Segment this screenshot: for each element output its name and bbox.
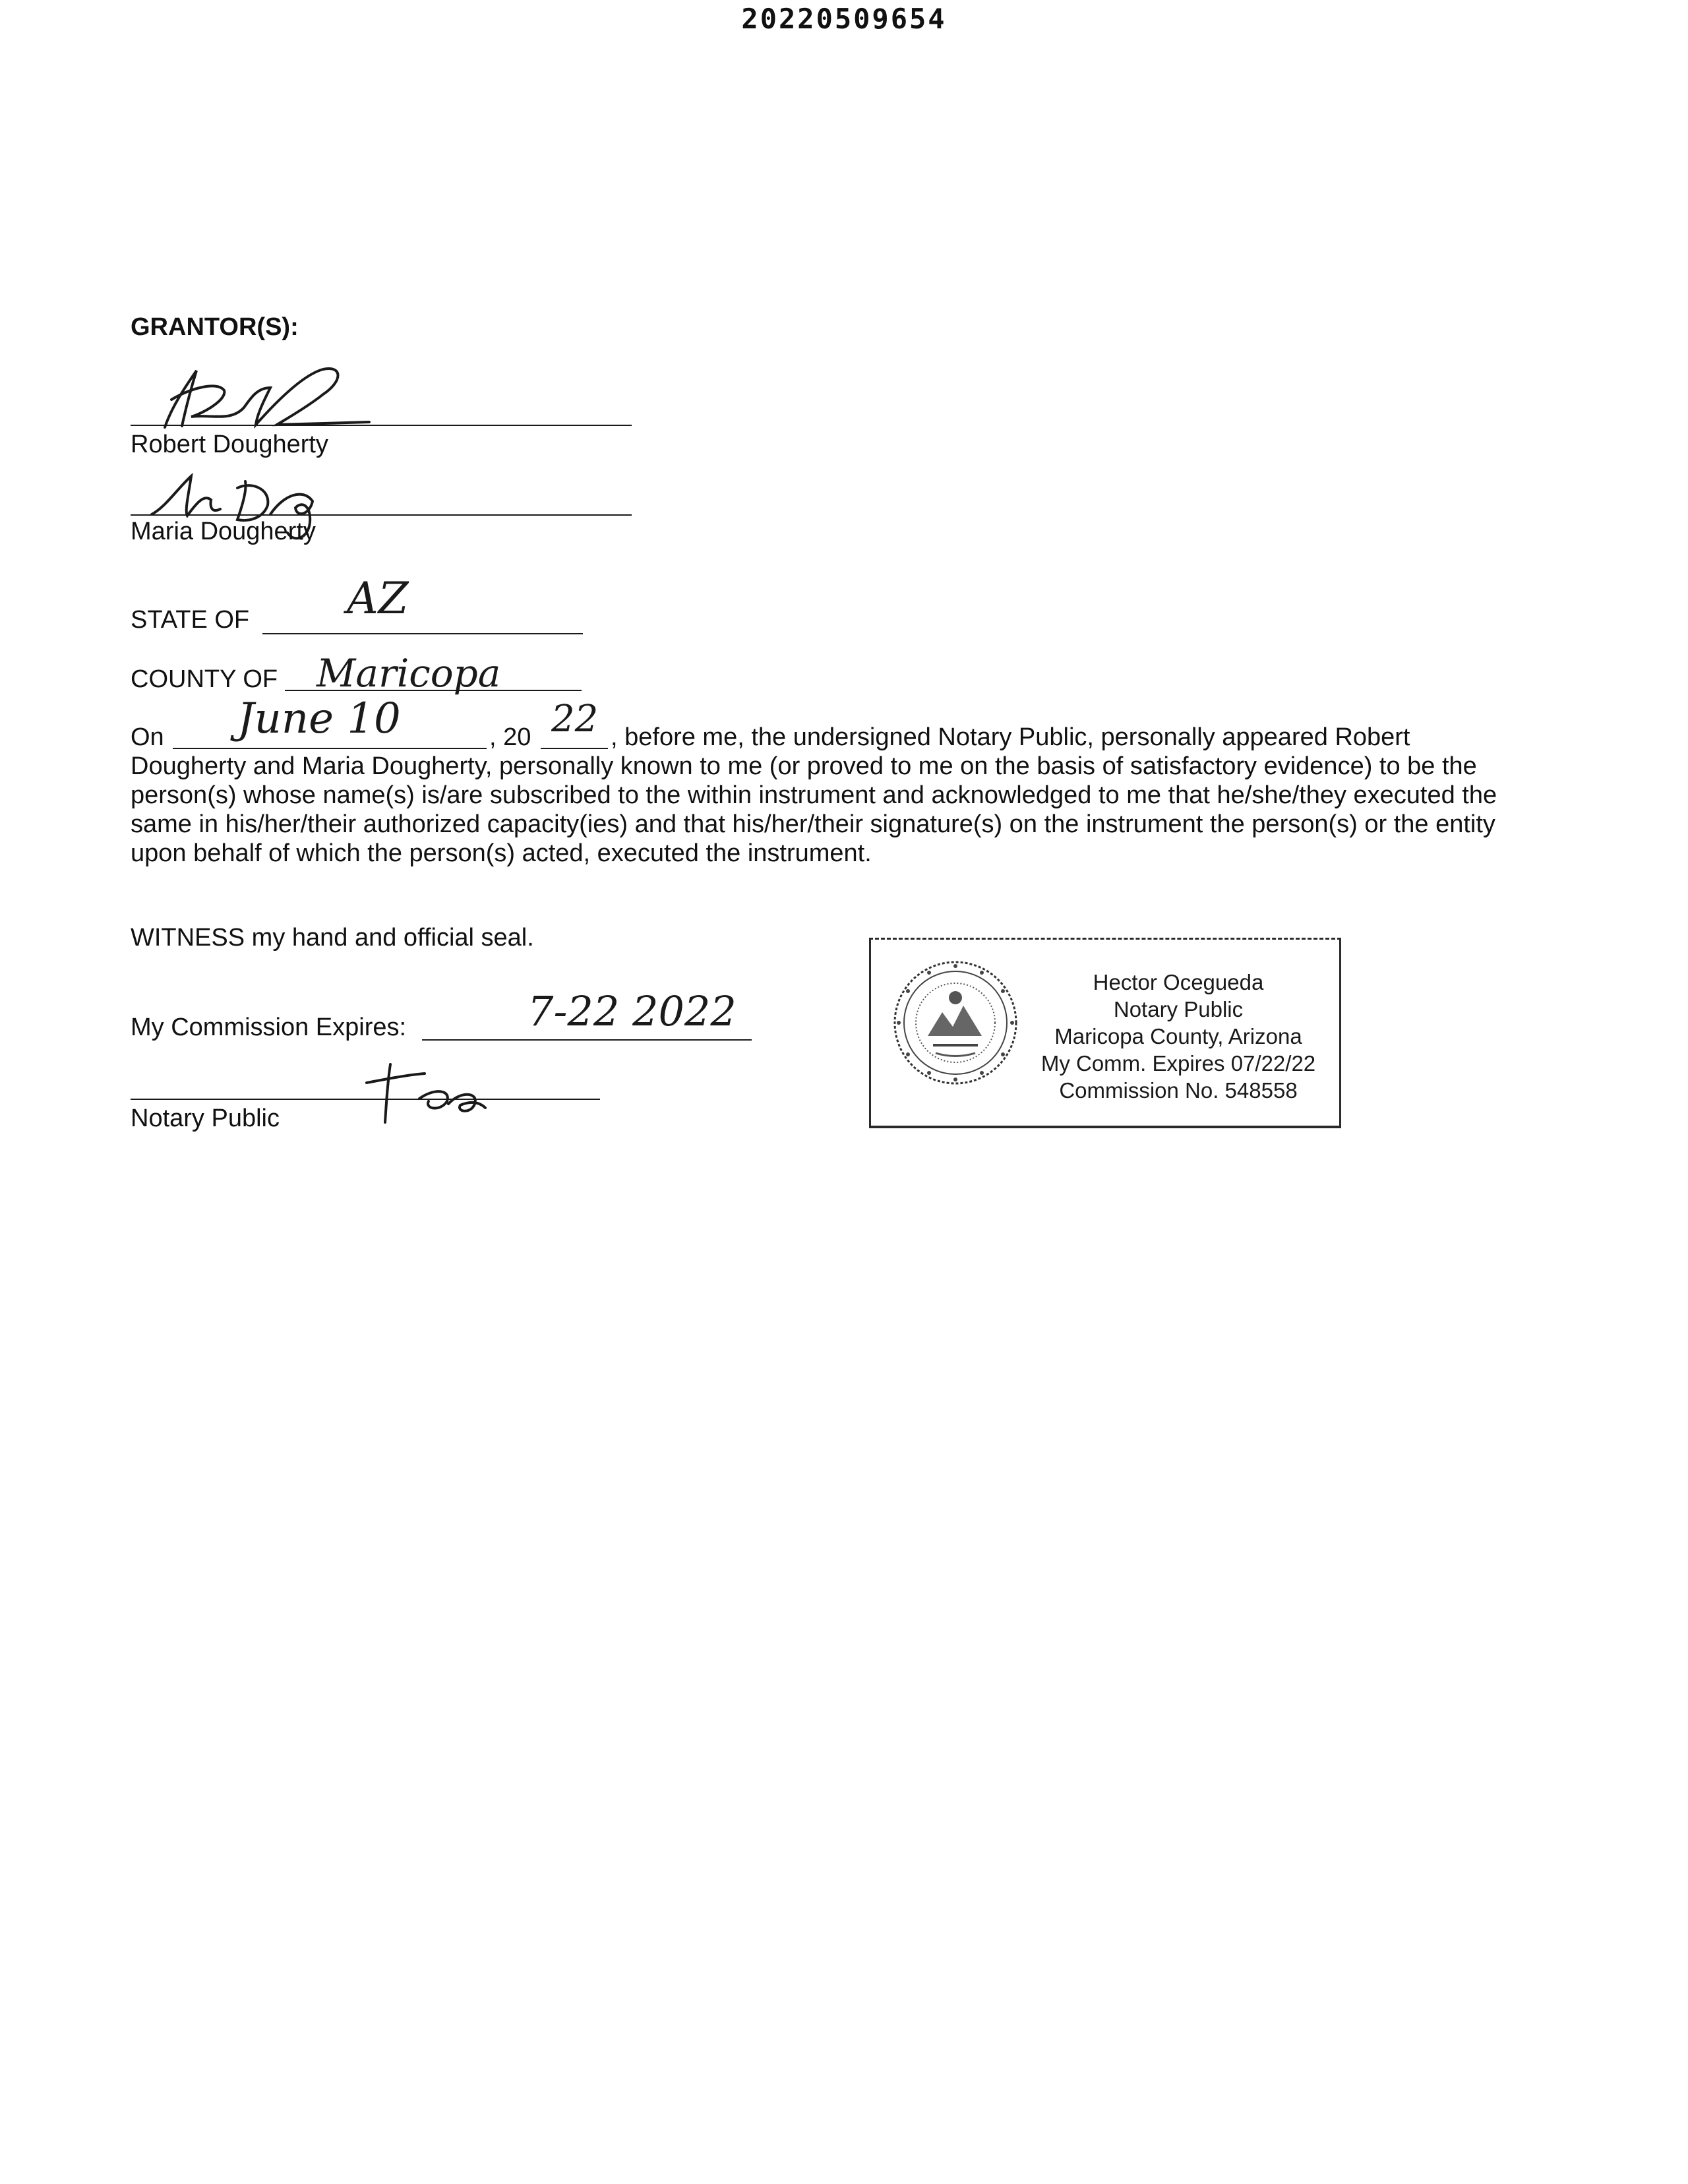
stamp-commission-number: Commission No. 548558 [1059,1078,1298,1103]
state-line [262,633,583,634]
acknowledgment-first-line: , before me, the undersigned Notary Public, personally appeared Robert [611,723,1410,751]
date-line [173,748,487,749]
year-prefix: , 20 [489,723,531,751]
robert-signature [145,361,382,434]
witness-statement: WITNESS my hand and official seal. [131,924,534,952]
year-value: 22 [551,698,599,741]
stamp-expiration: My Comm. Expires 07/22/22 [1040,1051,1316,1076]
notary-public-label: Notary Public [131,1105,280,1132]
commission-expires-label: My Commission Expires: [131,1014,407,1041]
county-label: COUNTY OF [131,665,278,693]
commission-expires-value: 7-22 2022 [528,987,737,1035]
stamp-title: Notary Public [1113,997,1244,1021]
maria-name-label: Maria Dougherty [131,518,316,545]
maria-signature-line [131,514,632,516]
arizona-seal-icon [889,957,1021,1089]
grantors-heading: GRANTOR(S): [131,313,299,341]
commission-expires-line [422,1039,752,1041]
year-line [541,748,608,749]
notary-stamp [869,938,1341,1128]
on-word: On [131,723,164,751]
acknowledgment-body: Dougherty and Maria Dougherty, personally known to me (or proved to me on the basis of satisfactory evidence) to be the person(s) whose name(s) is/are subscribed to the within instrument and acknowledged to me that he/she/they executed the same in his/her/their authorized capacity(ies) and that his/her/their signature(s) on the instrument the person(s) or the entity upon behalf of which the person(s) acted, executed the instrument. [131,752,1497,867]
state-label: STATE OF [131,606,250,634]
county-value: Maricopa [316,651,501,696]
robert-name-label: Robert Dougherty [131,431,328,458]
date-value: June 10 [237,694,401,743]
county-line [285,690,582,691]
document-number: 20220509654 [741,3,947,35]
stamp-county: Maricopa County, Arizona [1054,1024,1302,1048]
notary-signature-line [131,1099,600,1100]
stamp-text-block [1027,969,1330,1104]
state-value: AZ [347,573,409,624]
notary-signature [361,1055,520,1128]
stamp-notary-name: Hector Ocegueda [1093,970,1264,994]
robert-signature-line [131,425,632,426]
